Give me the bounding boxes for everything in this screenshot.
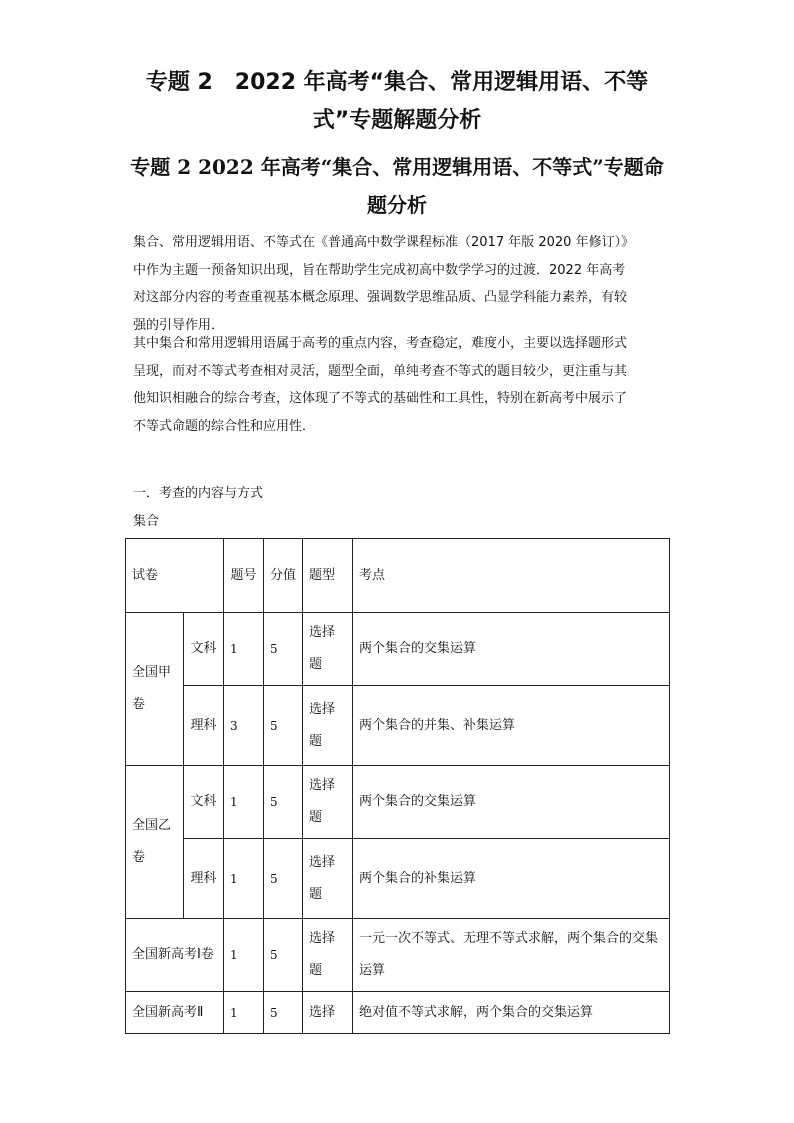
main-title-line-2: 式”专题解题分析: [312, 108, 482, 133]
type-cell: 选择题: [303, 839, 353, 919]
header-number: 题号: [224, 539, 264, 613]
exam-table: [125, 538, 670, 1034]
subject-cell: 理科: [184, 839, 224, 919]
score-cell: 5: [264, 686, 303, 766]
paper-cell: 全国新高考Ⅰ卷: [126, 919, 224, 992]
analysis-line: 呈现，而对不等式考查相对灵活，题型全面，单纯考查不等式的题目较少，更注重与其: [133, 363, 628, 379]
header-score: 分值: [264, 539, 303, 613]
paper-cell: 全国乙卷: [126, 766, 184, 919]
sub-title: [0, 148, 794, 224]
sub-title-line-2: 题分析: [367, 193, 427, 217]
score-cell: 5: [264, 613, 303, 686]
point-cell: 两个集合的补集运算: [353, 839, 670, 919]
table-caption: 集合: [133, 514, 160, 529]
main-title-line-1: 专题 2 2022 年高考“集合、常用逻辑用语、不等: [145, 70, 649, 95]
analysis-line: 他知识相融合的综合考查，这体现了不等式的基础性和工具性，特别在新高考中展示了: [133, 391, 628, 406]
score-cell: 5: [264, 839, 303, 919]
point-cell: 两个集合的并集、补集运算: [353, 686, 670, 766]
type-cell: 选择: [303, 992, 353, 1034]
score-cell: 5: [264, 919, 303, 992]
paper-cell: 全国甲卷: [126, 613, 184, 766]
header-paper: 试卷: [126, 539, 224, 613]
analysis-line: 其中集合和常用逻辑用语属于高考的重点内容，考查稳定，难度小，主要以选择题形式: [133, 336, 628, 351]
number-cell: 1: [224, 613, 264, 686]
subject-cell: 文科: [184, 766, 224, 839]
number-cell: 1: [224, 992, 264, 1034]
main-title: [0, 64, 794, 140]
point-cell: 两个集合的交集运算: [353, 766, 670, 839]
type-cell: 选择题: [303, 613, 353, 686]
table-row: [126, 839, 670, 919]
table-row: [126, 613, 670, 686]
number-cell: 3: [224, 686, 264, 766]
sub-title-line-1: 专题 2 2022 年高考“集合、常用逻辑用语、不等式”专题命: [130, 155, 664, 179]
analysis-line: 不等式命题的综合性和应用性．: [133, 418, 316, 434]
point-cell: 两个集合的交集运算: [353, 613, 670, 686]
table-row: [126, 992, 670, 1034]
subject-cell: 文科: [184, 613, 224, 686]
table-row: [126, 686, 670, 766]
type-cell: 选择题: [303, 766, 353, 839]
analysis-paragraph: [133, 330, 667, 440]
table-row: [126, 766, 670, 839]
header-point: 考点: [353, 539, 670, 613]
number-cell: 1: [224, 919, 264, 992]
point-cell: 一元一次不等式、无理不等式求解，两个集合的交集运算: [353, 919, 670, 992]
section-heading: 一．考查的内容与方式: [133, 486, 264, 501]
number-cell: 1: [224, 766, 264, 839]
intro-paragraph: [133, 229, 667, 339]
table-row: [126, 919, 670, 992]
point-cell: 绝对值不等式求解，两个集合的交集运算: [353, 992, 670, 1034]
score-cell: 5: [264, 992, 303, 1034]
intro-line: 中作为主题一预备知识出现，旨在帮助学生完成初高中数学学习的过渡．2022 年高考: [133, 262, 626, 278]
subject-cell: 理科: [184, 686, 224, 766]
type-cell: 选择题: [303, 919, 353, 992]
score-cell: 5: [264, 766, 303, 839]
intro-line: 集合、常用逻辑用语、不等式在《普通高中数学课程标准（2017 年版 2020 年修订）》: [133, 235, 635, 250]
type-cell: 选择题: [303, 686, 353, 766]
table-header-row: [126, 539, 670, 613]
header-type: 题型: [303, 539, 353, 613]
paper-cell: 全国新高考Ⅱ: [126, 992, 224, 1034]
intro-line: 强的引导作用．: [133, 317, 225, 333]
intro-line: 对这部分内容的考查重视基本概念原理、强调数学思维品质、凸显学科能力素养，有较: [133, 290, 628, 305]
number-cell: 1: [224, 839, 264, 919]
